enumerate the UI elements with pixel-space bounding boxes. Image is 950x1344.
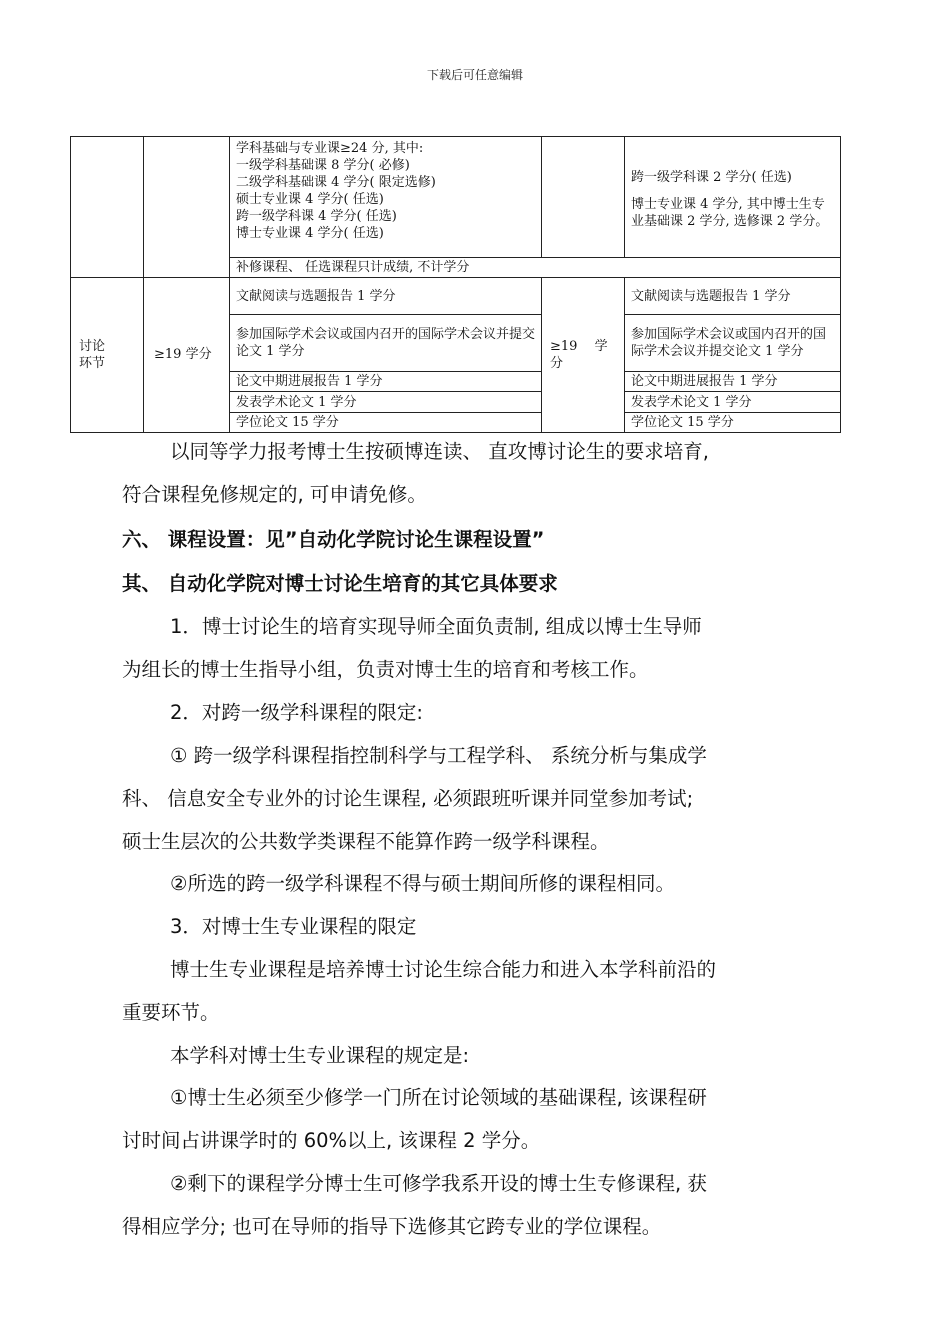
paragraph-line: 本学科对博士生专业课程的规定是: — [170, 1044, 470, 1067]
course-credit-line: 学科基础与专业课≥24 分, 其中: — [236, 141, 424, 156]
course-credit-line: 跨一级学科课 4 学分( 任选) — [236, 209, 397, 224]
paragraph-line: 博士生专业课程是培养博士讨论生综合能力和进入本学科前沿的 — [170, 958, 717, 981]
paragraph-line: 讨时间占讲课学时的 60%以上, 该课程 2 学分。 — [122, 1129, 541, 1152]
table-row — [71, 137, 841, 258]
course-credit-line: 二级学科基础课 4 学分( 限定选修) — [236, 175, 436, 190]
discussion-item: 论文中期进展报告 1 学分 — [625, 372, 841, 392]
discussion-item: 参加国际学术会议或国内召开的国际学术会议并提交论文 1 学分 — [625, 315, 841, 372]
course-credit-line: 博士专业课 4 学分, 其中博士生专业基础课 2 学分, 选修课 2 学分。 — [631, 196, 829, 229]
paragraph-line: ①博士生必须至少修学一门所在讨论领域的基础课程, 该课程研 — [170, 1086, 707, 1109]
table-cell-empty — [542, 137, 625, 258]
course-credit-line: 跨一级学科课 2 学分( 任选) — [631, 169, 792, 185]
discussion-item: 参加国际学术会议或国内召开的国际学术会议并提交论文 1 学分 — [230, 315, 542, 372]
table-cell-empty — [144, 137, 230, 278]
discussion-item: 论文中期进展报告 1 学分 — [230, 372, 542, 392]
paragraph-line: ②所选的跨一级学科课程不得与硕士期间所修的课程相同。 — [170, 872, 675, 895]
discussion-credits-right: ≥19 学分 — [542, 277, 625, 432]
section-heading-6: 六、 课程设置：见”自动化学院讨论生课程设置” — [122, 528, 545, 551]
discussion-item: 文献阅读与选题报告 1 学分 — [625, 277, 841, 315]
phd-course-credit-cell — [625, 137, 841, 258]
discussion-item: 学位论文 15 学分 — [625, 412, 841, 432]
course-credit-line: 硕士专业课 4 学分( 任选) — [236, 192, 384, 207]
paragraph-line: 1．博士讨论生的培育实现导师全面负责制, 组成以博士生导师 — [170, 615, 702, 638]
paragraph-line: 2．对跨一级学科课程的限定: — [170, 701, 423, 724]
credit-requirements-table — [70, 136, 841, 433]
discussion-credits-left: ≥19 学分 — [144, 277, 230, 432]
discussion-item: 发表学术论文 1 学分 — [625, 392, 841, 412]
paragraph-line: ②剩下的课程学分博士生可修学我系开设的博士生专修课程, 获 — [170, 1172, 707, 1195]
discussion-item: 文献阅读与选题报告 1 学分 — [230, 277, 542, 315]
discussion-stage-label: 讨论 环节 — [71, 277, 144, 432]
discussion-item: 学位论文 15 学分 — [230, 412, 542, 432]
table-cell-empty — [71, 137, 144, 278]
paragraph-line: 硕士生层次的公共数学类课程不能算作跨一级学科课程。 — [122, 830, 610, 853]
page-header: 下载后可任意编辑 — [426, 68, 523, 82]
paragraph-line: 为组长的博士生指导小组，负责对博士生的培育和考核工作。 — [122, 658, 649, 681]
paragraph-line: 科、 信息安全专业外的讨论生课程, 必须跟班听课并同堂参加考试; — [122, 787, 694, 810]
paragraph-line: ① 跨一级学科课程指控制科学与工程学科、 系统分析与集成学 — [170, 744, 707, 767]
course-credit-cell — [230, 137, 542, 258]
course-credit-line: 一级学科基础课 8 学分( 必修) — [236, 158, 410, 173]
makeup-course-note: 补修课程、 任选课程只计成绩, 不计学分 — [230, 257, 841, 277]
section-heading-7: 其、 自动化学院对博士讨论生培育的其它具体要求 — [122, 572, 558, 595]
discussion-item: 发表学术论文 1 学分 — [230, 392, 542, 412]
paragraph-line: 符合课程免修规定的, 可申请免修。 — [122, 483, 427, 506]
paragraph-line: 重要环节。 — [122, 1001, 220, 1024]
paragraph-line: 3．对博士生专业课程的限定 — [170, 915, 417, 938]
paragraph-line: 得相应学分; 也可在导师的指导下选修其它跨专业的学位课程。 — [122, 1215, 662, 1238]
course-credit-line: 博士专业课 4 学分( 任选) — [236, 226, 384, 241]
table-row — [71, 277, 841, 315]
paragraph-line: 以同等学力报考博士生按硕博连读、 直攻博讨论生的要求培育, — [170, 440, 709, 463]
